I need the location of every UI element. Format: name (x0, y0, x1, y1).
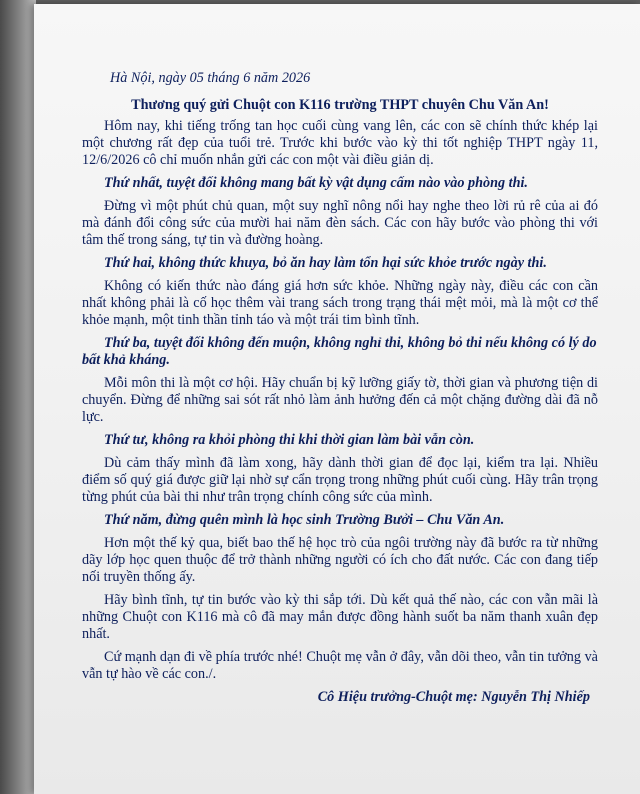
section-5-heading: Thứ năm, đừng quên mình là học sinh Trường Bưởi – Chu Văn An. (104, 512, 505, 528)
letter-date: Hà Nội, ngày 05 tháng 6 năm 2026 (110, 70, 311, 86)
section-4-heading: Thứ tư, không ra khỏi phòng thi khi thời gian làm bài vẫn còn. (104, 432, 475, 448)
section-4-body: Dù cảm thấy mình đã làm xong, hãy dành thời gian để đọc lại, kiểm tra lại. Nhiều điểm số quý giá được giữ lại nhờ sự cẩn trọng trong những phút cuối cùng. Hãy trân trọng từng phút của bài thi như trân trọng chính công sức của mình. (82, 455, 598, 505)
intro-paragraph: Hôm nay, khi tiếng trống tan học cuối cùng vang lên, các con sẽ chính thức khép lại một chương rất đẹp của tuổi trẻ. Trước khi bước vào kỳ thi tốt nghiệp THPT ngày 11, 12/6/2026 cô chỉ muốn nhắn gửi các con một vài điều giản dị. (82, 118, 598, 168)
closing-paragraph-1: Hãy bình tĩnh, tự tin bước vào kỳ thi sắp tới. Dù kết quả thế nào, các con vẫn mãi là những Chuột con K116 mà cô đã may mắn được đồng hành suốt ba năm thanh xuân đẹp nhất. (82, 592, 598, 642)
section-1-heading: Thứ nhất, tuyệt đối không mang bất kỳ vật dụng cấm nào vào phòng thi. (104, 175, 528, 191)
section-1-body: Đừng vì một phút chủ quan, một suy nghĩ nông nổi hay nghe theo lời rủ rê của ai đó mà đánh đổi công sức của mười hai năm đèn sách. Các con hãy bước vào phòng thi với tâm thế trong sáng, tự tin và đường hoàng. (82, 198, 598, 248)
letter-sheet (34, 4, 640, 794)
section-3-body: Mỗi môn thi là một cơ hội. Hãy chuẩn bị kỹ lưỡng giấy tờ, thời gian và phương tiện di chuyển. Đừng để những sai sót rất nhỏ làm ảnh hưởng đến cả một chặng đường dài đã nỗ lực. (82, 375, 598, 425)
letter-content (82, 70, 598, 706)
section-3-heading: Thứ ba, tuyệt đối không đến muộn, không nghỉ thi, không bỏ thi nếu không có lý do bất khả kháng. (82, 335, 597, 368)
section-2-body: Không có kiến thức nào đáng giá hơn sức khỏe. Những ngày này, điều các con cần nhất không phải là cố học thêm vài trang sách trong trạng thái mệt mỏi, mà là một cơ thể khỏe mạnh, một tinh thần tỉnh táo và một trái tim bình tĩnh. (82, 278, 598, 328)
section-5-body: Hơn một thế kỷ qua, biết bao thế hệ học trò của ngôi trường này đã bước ra từ những dãy lớp học quen thuộc để trở thành những người có ích cho đất nước. Các con đang tiếp nối truyền thống ấy. (82, 535, 598, 585)
closing-paragraph-2: Cứ mạnh dạn đi về phía trước nhé! Chuột mẹ vẫn ở đây, vẫn dõi theo, vẫn tin tưởng và vẫn tự hào về các con./. (82, 649, 598, 682)
section-2-heading: Thứ hai, không thức khuya, bỏ ăn hay làm tổn hại sức khỏe trước ngày thi. (104, 255, 547, 271)
signature-line: Cô Hiệu trưởng-Chuột mẹ: Nguyễn Thị Nhiếp (317, 689, 590, 705)
letter-greeting: Thương quý gửi Chuột con K116 trường THPT chuyên Chu Văn An! (131, 97, 549, 113)
background-shadow (0, 0, 36, 794)
